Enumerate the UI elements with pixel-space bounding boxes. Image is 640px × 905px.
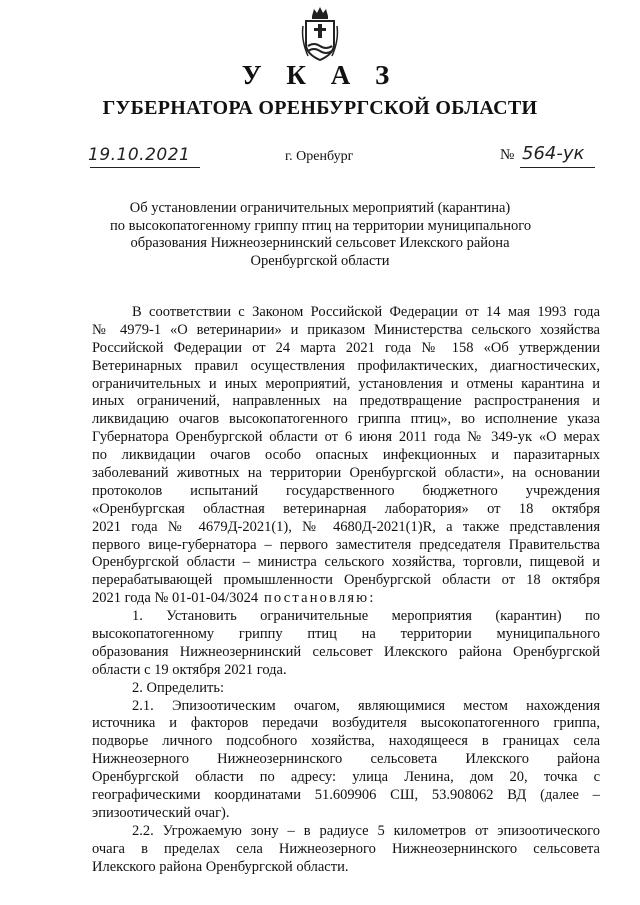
body-line bbox=[92, 751, 600, 769]
body-line bbox=[92, 715, 600, 733]
body-line bbox=[92, 841, 600, 859]
subject-line: Оренбургской области bbox=[250, 252, 390, 269]
body-line-text: Российской Федерации от 24 марта 2021 года № 158 «Об утверждении bbox=[92, 339, 600, 356]
body-line-text: географическими координатами 51.609906 СШ, 53.908062 ВД (далее – bbox=[92, 787, 600, 804]
body-line bbox=[92, 376, 600, 394]
body-line bbox=[92, 698, 600, 716]
decree-date: 19.10.2021 bbox=[88, 145, 191, 165]
body-line bbox=[92, 411, 600, 429]
body-line bbox=[92, 322, 600, 340]
body-line bbox=[92, 644, 600, 662]
body-line-text: № 4979-1 «О ветеринарии» и приказом Министерства сельского хозяйства bbox=[92, 321, 600, 338]
body-line-text: высокопатогенному гриппу птиц на территории муниципального bbox=[92, 626, 600, 643]
body-line bbox=[92, 859, 600, 877]
body-line bbox=[92, 537, 600, 555]
date-underline bbox=[90, 167, 200, 168]
body-line-text: эпизоотический очаг). bbox=[92, 804, 230, 821]
number-underline bbox=[520, 167, 595, 168]
body-line bbox=[92, 608, 600, 626]
body-line bbox=[92, 680, 600, 698]
body-line bbox=[92, 572, 600, 590]
body-line-text: подворье личного подсобного хозяйства, находящееся в границах села bbox=[92, 733, 600, 750]
body-line-text: области с 19 октября 2021 года. bbox=[92, 661, 287, 678]
body-line bbox=[92, 554, 600, 572]
issuing-authority: ГУБЕРНАТОРА ОРЕНБУРГСКОЙ ОБЛАСТИ bbox=[102, 97, 538, 119]
body-line-text: источника и факторов передачи возбудителя высокопатогенного гриппа, bbox=[92, 715, 600, 732]
body-line-text: В соответствии с Законом Российской Федерации от 14 мая 1993 года bbox=[132, 304, 600, 320]
body-line bbox=[92, 501, 600, 519]
body-line-text: первого вице-губернатора – первого заместителя председателя Правительства bbox=[92, 536, 600, 553]
body-line-text: 2021 года № 01-01-04/3024 bbox=[92, 590, 259, 607]
body-line bbox=[92, 429, 600, 447]
decree-body bbox=[92, 304, 600, 877]
body-line bbox=[92, 447, 600, 465]
body-line bbox=[92, 662, 600, 680]
body-line bbox=[92, 590, 600, 608]
subject-line: образования Нижнеозернинский сельсовет Илекского района bbox=[130, 235, 510, 251]
body-line bbox=[92, 805, 600, 823]
number-label: № bbox=[500, 147, 515, 163]
body-line-text: 2.2. Угрожаемую зону – в радиусе 5 километров от эпизоотического bbox=[132, 822, 600, 839]
body-line-text: очага в пределах села Нижнеозерного Нижнеозернинского сельсовета bbox=[92, 840, 600, 857]
body-line-text: Нижнеозерного Нижнеозернинского сельсовета Илекского района bbox=[92, 751, 600, 768]
body-line-text: по ликвидации очагов особо опасных инфекционных и паразитарных bbox=[92, 447, 600, 464]
body-line bbox=[92, 823, 600, 841]
body-line-text: Илекского района Оренбургской области. bbox=[92, 858, 349, 875]
body-line bbox=[92, 519, 600, 537]
body-line-text: «Оренбургская областная ветеринарная лаборатория» от 18 октября bbox=[92, 500, 600, 517]
subject-line: по высокопатогенному гриппу птиц на территории муниципального bbox=[110, 217, 532, 234]
body-line-text: 2021 года № 4679Д-2021(1), № 4680Д-2021(1)R, а также представления bbox=[92, 518, 600, 535]
resolution-word: постановляю: bbox=[258, 590, 376, 607]
body-line bbox=[92, 733, 600, 751]
body-line-text: Оренбургской области по адресу: улица Ленина, дом 20, точка с bbox=[92, 769, 600, 786]
decree-meta bbox=[70, 143, 600, 177]
body-line-text: иных ограничений, направленных на предотвращение распространения и bbox=[92, 393, 600, 410]
body-line-text: протоколов испытаний государственного бюджетного учреждения bbox=[92, 482, 600, 499]
body-line-text: Губернатора Оренбургской области от 6 июня 2011 года № 349-ук «О мерах bbox=[92, 429, 600, 446]
body-line bbox=[92, 787, 600, 805]
body-line-text: заболеваний животных на территории Оренбургской области», на основании bbox=[92, 465, 600, 482]
body-line-text: Оренбургской области – министра сельского хозяйства, торговли, пищевой и bbox=[92, 554, 600, 571]
body-line-text: 2.1. Эпизоотическим очагом, являющимися местом нахождения bbox=[132, 697, 600, 714]
body-line bbox=[92, 465, 600, 483]
coat-of-arms-icon bbox=[300, 6, 340, 62]
body-line bbox=[92, 769, 600, 787]
body-line bbox=[92, 304, 600, 322]
body-line bbox=[92, 483, 600, 501]
body-line-text: ликвидацию очагов высокопатогенного гриппа птиц», во исполнение указа bbox=[92, 411, 600, 428]
decree-number: 564-ук bbox=[522, 143, 585, 164]
body-line-text: образования Нижнеозернинский сельсовет Илекского района Оренбургской bbox=[92, 643, 600, 660]
decree-title: У К А З bbox=[241, 60, 399, 90]
body-line bbox=[92, 626, 600, 644]
body-line-text: Ветеринарных правил осуществления профилактических, диагностических, bbox=[92, 357, 600, 374]
decree-subject bbox=[110, 200, 530, 270]
body-line bbox=[92, 393, 600, 411]
body-line-text: 1. Установить ограничительные мероприятия (карантин) по bbox=[132, 608, 600, 625]
body-line-text: ограничительных и иных мероприятий, установления и отмены карантина и bbox=[92, 375, 600, 392]
body-line bbox=[92, 340, 600, 358]
subject-line: Об установлении ограничительных мероприятий (карантина) bbox=[129, 200, 511, 216]
body-line bbox=[92, 358, 600, 376]
decree-city: г. Оренбург bbox=[285, 149, 354, 164]
body-line-text: 2. Определить: bbox=[132, 679, 225, 696]
body-line-text: перерабатывающей промышленности Оренбургской области от 18 октября bbox=[92, 572, 600, 589]
